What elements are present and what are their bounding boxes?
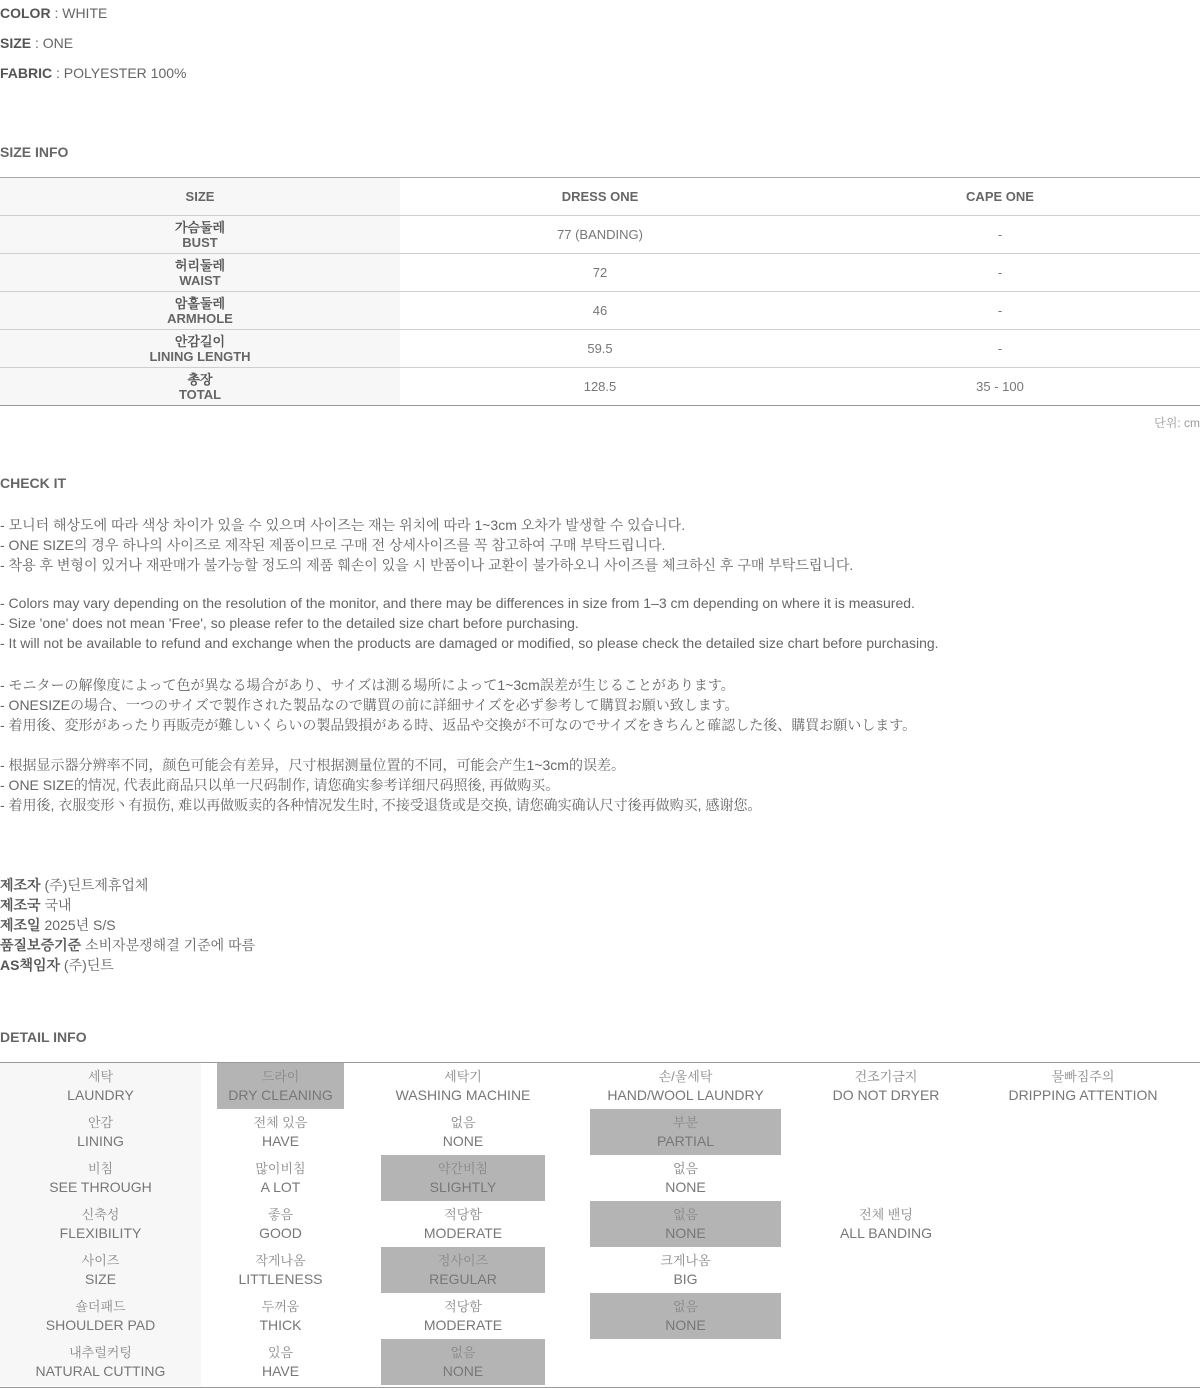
detail-row-label: 안감 LINING xyxy=(0,1109,201,1155)
check-line: - 착용 후 변형이 있거나 재판매가 불가능할 정도의 제품 훼손이 있을 시 반품이나 교환이 불가하오니 사이즈를 체크하신 후 구매 부탁드립니다. xyxy=(0,557,854,573)
dress-value: 128.5 xyxy=(400,368,800,406)
detail-option-selected: 없음 NONE xyxy=(381,1339,545,1385)
spec-color: COLOR : WHITE xyxy=(0,5,108,21)
check-line: - 모니터 해상도에 따라 색상 차이가 있을 수 있으며 사이즈는 재는 위치에 따라 1~3cm 오차가 발생할 수 있습니다. xyxy=(0,517,686,533)
detail-option: 작게나옴 LITTLENESS xyxy=(238,1253,323,1287)
detail-row-label: 숄더패드 SHOULDER PAD xyxy=(0,1293,201,1339)
detail-option: 물빠짐주의 DRIPPING ATTENTION xyxy=(1008,1069,1158,1103)
cape-value: - xyxy=(800,254,1200,292)
detail-option-selected: 드라이 DRY CLEANING xyxy=(217,1063,344,1109)
detail-option-selected: 없음 NONE xyxy=(590,1293,781,1339)
detail-option: 있음 HAVE xyxy=(261,1345,300,1379)
detail-option: 두꺼움 THICK xyxy=(259,1299,302,1333)
spec-size: SIZE : ONE xyxy=(0,35,74,51)
size-info-title: SIZE INFO xyxy=(0,144,69,160)
detail-option: 없음 NONE xyxy=(442,1115,484,1149)
detail-option-selected: 정사이즈 REGULAR xyxy=(381,1247,545,1293)
spec-fabric: FABRIC : POLYESTER 100% xyxy=(0,65,187,81)
detail-option-selected: 약간비침 SLIGHTLY xyxy=(381,1155,545,1201)
table-row xyxy=(0,292,1200,330)
dress-value: 72 xyxy=(400,254,800,292)
cape-value: 35 - 100 xyxy=(800,368,1200,406)
check-it-title: CHECK IT xyxy=(0,475,67,491)
detail-row-label: 세탁 LAUNDRY xyxy=(0,1063,201,1109)
size-table xyxy=(0,177,1200,406)
detail-option-selected: 부분 PARTIAL xyxy=(590,1109,781,1155)
header-size: SIZE xyxy=(0,178,400,216)
check-line: - 着用後、変形があったり再販売が難しいくらいの製品毀損がある時、返品や交換が不可なのでサイズをきちんと確認した後、購買お願いします。 xyxy=(0,717,917,733)
check-line: - It will not be available to refund and exchange when the products are damaged or modified, so please check the detailed size chart before purchasing. xyxy=(0,635,939,651)
detail-table xyxy=(0,1062,1200,1388)
cape-value: - xyxy=(800,330,1200,368)
table-row xyxy=(0,254,1200,292)
detail-option: 적당함 MODERATE xyxy=(423,1299,503,1333)
detail-option: 좋음 GOOD xyxy=(259,1207,302,1241)
detail-option-selected: 없음 NONE xyxy=(590,1201,781,1247)
detail-option: 적당함 MODERATE xyxy=(423,1207,503,1241)
check-line: - モニターの解像度によって色が異なる場合があり、サイズは測る場所によって1~3cm誤差が生じることがあります。 xyxy=(0,677,735,693)
detail-row-label: 신축성 FLEXIBILITY xyxy=(0,1201,201,1247)
dress-value: 77 (BANDING) xyxy=(400,216,800,254)
row-label: 허리둘레 WAIST xyxy=(0,254,400,292)
cape-value: - xyxy=(800,216,1200,254)
detail-row-label: 비침 SEE THROUGH xyxy=(0,1155,201,1201)
table-row xyxy=(0,330,1200,368)
detail-option: 전체 있음 HAVE xyxy=(253,1115,308,1149)
header-dress-one: DRESS ONE xyxy=(400,178,800,216)
table-row xyxy=(0,368,1200,406)
check-line: - ONE SIZE的情况, 代表此商品只以单一尺码制作, 请您确实参考详细尺码照後, 再做购买。 xyxy=(0,777,560,793)
row-label: 안감길이 LINING LENGTH xyxy=(0,330,400,368)
check-line: - ONESIZEの場合、一つのサイズで製作された製品なので購買の前に詳細サイズを必ず参考して購買お願い致します。 xyxy=(0,697,739,713)
detail-row-label: 사이즈 SIZE xyxy=(0,1247,201,1293)
check-line: - 根据显示器分辨率不同，颜色可能会有差异，尺寸根据测量位置的不同，可能会产生1~3cm的误差。 xyxy=(0,757,625,773)
row-label: 총장 TOTAL xyxy=(0,368,400,406)
table-row xyxy=(0,216,1200,254)
size-table-header xyxy=(0,178,1200,216)
cape-value: - xyxy=(800,292,1200,330)
detail-option: 없음 NONE xyxy=(665,1161,706,1195)
info-date: 제조일 2025년 S/S xyxy=(0,917,116,933)
detail-option: 많이비침 A LOT xyxy=(255,1161,306,1195)
row-label: 가슴둘레 BUST xyxy=(0,216,400,254)
detail-option: 건조기금지 DO NOT DRYER xyxy=(832,1069,940,1103)
detail-option: 크게나옴 BIG xyxy=(660,1253,711,1287)
detail-info-title: DETAIL INFO xyxy=(0,1029,87,1045)
check-line: - 着用後, 衣服变形丶有损伤, 难以再做贩卖的各种情况发生时, 不接受退货或是交换, 请您确实确认尺寸後再做购买, 感谢您。 xyxy=(0,797,762,813)
check-line: - Colors may vary depending on the resolution of the monitor, and there may be differences in size from 1–3 cm depending on where it is measured. xyxy=(0,595,915,611)
row-label: 암홀둘레 ARMHOLE xyxy=(0,292,400,330)
detail-option: 세탁기 WASHING MACHINE xyxy=(395,1069,531,1103)
unit-note: 단위: cm xyxy=(1154,416,1200,430)
header-cape-one: CAPE ONE xyxy=(800,178,1200,216)
detail-option: 전체 밴딩 ALL BANDING xyxy=(839,1207,933,1241)
detail-row-label: 내추럴커팅 NATURAL CUTTING xyxy=(0,1339,201,1386)
check-line: - ONE SIZE의 경우 하나의 사이즈로 제작된 제품이므로 구매 전 상세사이즈를 꼭 참고하여 구매 부탁드립니다. xyxy=(0,537,666,553)
info-country: 제조국 국내 xyxy=(0,897,72,913)
detail-option: 손/울세탁 HAND/WOOL LAUNDRY xyxy=(607,1069,764,1103)
check-line: - Size 'one' does not mean 'Free', so please refer to the detailed size chart before purchasing. xyxy=(0,615,579,631)
info-as: AS책임자 (주)딘트 xyxy=(0,957,114,973)
info-manufacturer: 제조자 (주)딘트제휴업체 xyxy=(0,877,149,893)
info-quality: 품질보증기준 소비자분쟁해결 기준에 따름 xyxy=(0,937,256,953)
dress-value: 59.5 xyxy=(400,330,800,368)
dress-value: 46 xyxy=(400,292,800,330)
